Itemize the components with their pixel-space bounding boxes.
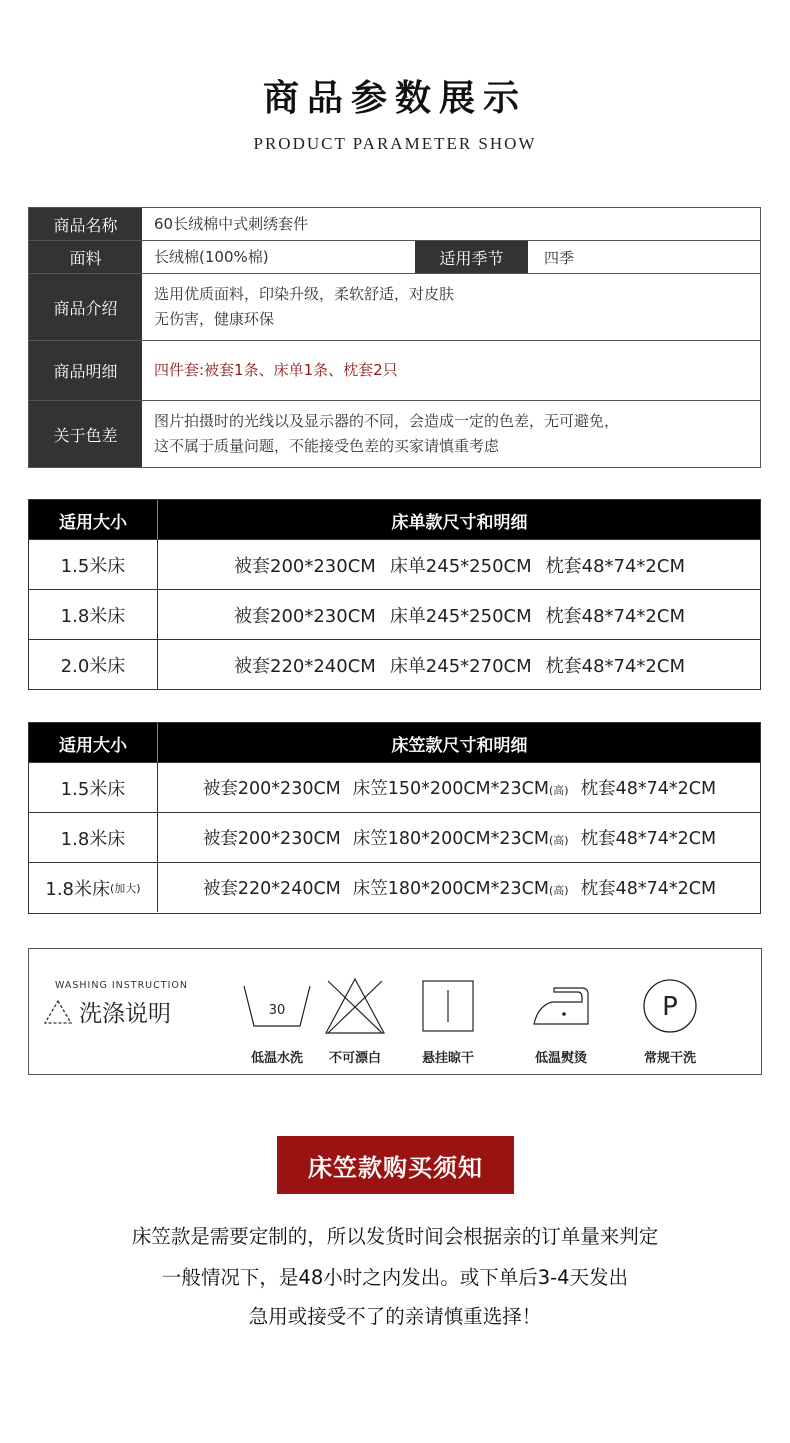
notice-title-banner: 床笠款购买须知 <box>277 1136 514 1194</box>
table-header <box>29 500 760 540</box>
size-cell: 2.0米床 <box>29 640 158 689</box>
table-row <box>29 639 760 689</box>
dry-clean-p-icon <box>625 973 715 1039</box>
param-text-line: 这不属于质量问题，不能接受色差的买家请慎重考虑 <box>154 437 500 455</box>
iron-low-icon <box>516 973 606 1039</box>
param-label: 商品明细 <box>29 341 142 400</box>
pillow-size: 枕套48*74*2CM <box>545 605 685 627</box>
header-cell-detail: 床单款尺寸和明细 <box>391 512 528 533</box>
param-value <box>142 401 760 467</box>
param-value: 长绒棉(100%棉) <box>154 247 269 266</box>
fitted-size: 床笠180*200CM*23CM(高) <box>352 879 569 899</box>
duvet-size: 被套200*230CM <box>234 605 376 627</box>
duvet-size: 被套220*240CM <box>202 879 341 899</box>
wash-basin-30-icon <box>232 973 322 1039</box>
fitted-size: 床笠180*200CM*23CM(高) <box>352 829 569 849</box>
pillow-size: 枕套48*74*2CM <box>580 829 717 849</box>
param-row-detail <box>29 341 760 401</box>
detail-cell <box>159 763 760 812</box>
table-row <box>29 862 760 913</box>
pillow-size: 枕套48*74*2CM <box>545 555 685 577</box>
pillow-size: 枕套48*74*2CM <box>580 879 717 899</box>
param-label: 关于色差 <box>29 401 142 467</box>
sheet-size-table <box>28 499 761 690</box>
wash-label: 低温熨烫 <box>534 1051 587 1066</box>
detail-cell <box>159 540 760 589</box>
duvet-size: 被套200*230CM <box>202 829 341 849</box>
warning-triangle-icon <box>43 999 73 1025</box>
param-label: 商品介绍 <box>29 274 142 340</box>
param-value: 四件套:被套1条、床单1条、枕套2只 <box>154 361 398 379</box>
param-value: 60长绒棉中式刺绣套件 <box>154 214 309 233</box>
wash-label: 悬挂晾干 <box>421 1051 474 1066</box>
param-row-name <box>29 208 760 241</box>
table-header <box>29 723 760 763</box>
size-note: (加大) <box>110 881 141 895</box>
wash-label: 低温水洗 <box>250 1051 303 1066</box>
height-note: (高) <box>549 834 569 847</box>
notice-line: 一般情况下，是48小时之内发出。或下单后3-4天发出 <box>161 1266 629 1289</box>
param-row-color <box>29 401 760 467</box>
page-title: 商品参数展示 <box>262 77 527 119</box>
wash-label: 不可漂白 <box>328 1051 381 1066</box>
duvet-size: 被套200*230CM <box>202 779 341 799</box>
param-text-line: 选用优质面料，印染升级，柔软舒适，对皮肤 <box>154 285 455 303</box>
notice-line: 床笠款是需要定制的，所以发货时间会根据亲的订单量来判定 <box>131 1225 659 1248</box>
size-cell: 1.5米床 <box>29 540 158 589</box>
param-value <box>142 274 760 340</box>
sheet-size: 床单245*250CM <box>389 555 532 577</box>
param-value: 四季 <box>544 248 575 267</box>
header-cell-detail: 床笠款尺寸和明细 <box>391 735 528 756</box>
param-label: 适用季节 <box>415 241 528 273</box>
sheet-size: 床单245*270CM <box>389 655 532 677</box>
svg-text:30: 30 <box>268 1003 286 1018</box>
header-cell-size: 适用大小 <box>29 723 158 763</box>
table-row <box>29 762 760 812</box>
washing-instructions <box>28 948 762 1075</box>
pillow-size: 枕套48*74*2CM <box>580 779 717 799</box>
table-row <box>29 589 760 639</box>
header-cell-size: 适用大小 <box>29 500 158 540</box>
param-row-fabric <box>29 241 760 274</box>
param-label: 面料 <box>29 241 142 273</box>
notice-line: 急用或接受不了的亲请慎重选择！ <box>248 1305 542 1328</box>
size-cell: 1.8米床 <box>29 813 158 862</box>
param-text-line: 图片拍摄时的光线以及显示器的不同，会造成一定的色差，无可避免， <box>154 412 620 430</box>
pillow-size: 枕套48*74*2CM <box>545 655 685 677</box>
svg-text:P: P <box>662 992 678 1022</box>
duvet-size: 被套200*230CM <box>234 555 376 577</box>
size-cell: 1.5米床 <box>29 763 158 812</box>
hang-dry-icon <box>403 973 493 1039</box>
table-row <box>29 812 760 862</box>
height-note: (高) <box>549 884 569 897</box>
param-label: 商品名称 <box>29 208 142 240</box>
duvet-size: 被套220*240CM <box>234 655 376 677</box>
fitted-size: 床笠150*200CM*23CM(高) <box>352 779 569 799</box>
detail-cell <box>159 640 760 689</box>
wash-label: 常规干洗 <box>643 1051 696 1066</box>
detail-cell <box>159 863 760 912</box>
no-bleach-icon <box>310 973 400 1039</box>
size-cell: 1.8米床 (加大) <box>29 863 158 912</box>
size-cell: 1.8米床 <box>29 590 158 639</box>
param-text-line: 无伤害，健康环保 <box>154 310 275 328</box>
table-row <box>29 539 760 589</box>
sheet-size: 床单245*250CM <box>389 605 532 627</box>
height-note: (高) <box>549 784 569 797</box>
param-row-intro <box>29 274 760 341</box>
washing-title-cn: 洗涤说明 <box>43 995 171 1028</box>
parameter-table <box>28 207 761 468</box>
detail-cell <box>159 813 760 862</box>
page-subtitle: PRODUCT PARAMETER SHOW <box>253 134 537 153</box>
detail-cell <box>159 590 760 639</box>
fitted-size-table <box>28 722 761 914</box>
washing-title-en: WASHING INSTRUCTION <box>55 980 188 991</box>
